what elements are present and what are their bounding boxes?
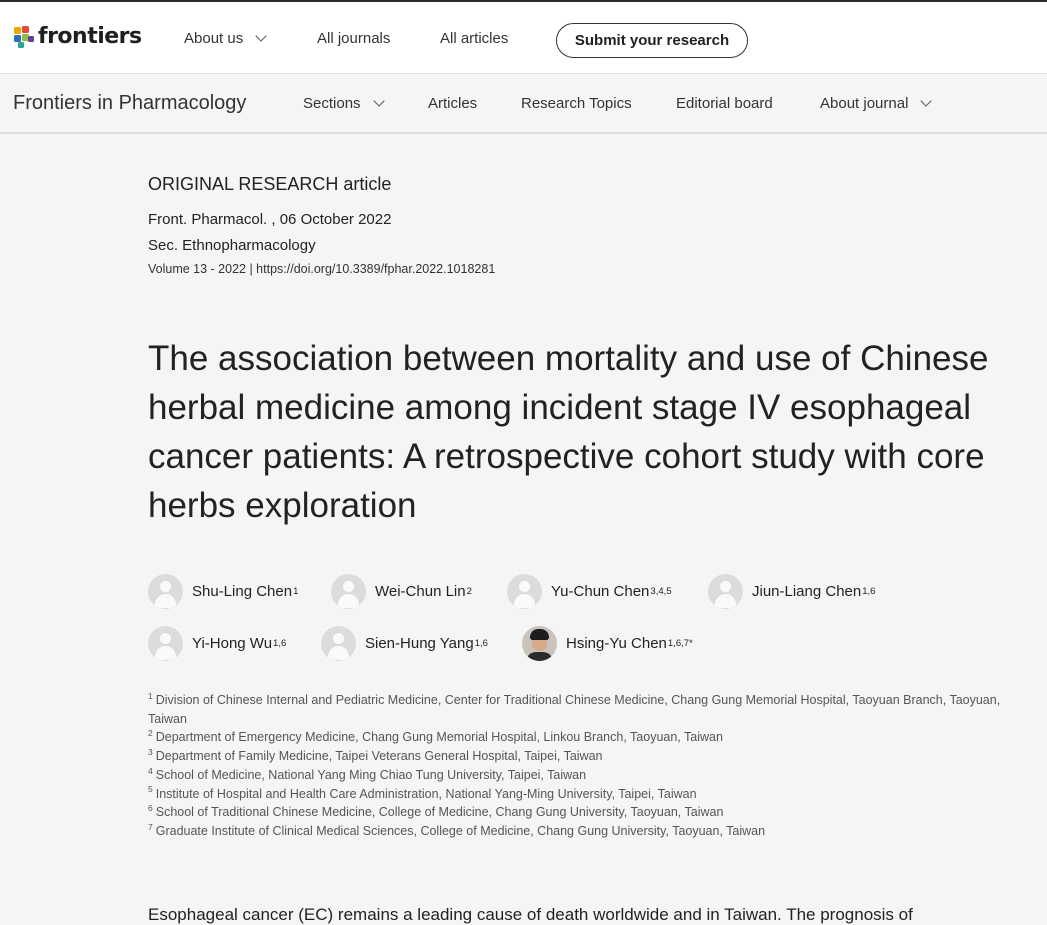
abstract-text: Esophageal cancer (EC) remains a leading cause of death worldwide and in Taiwan. The prognosis of [148, 905, 913, 924]
affiliation-text: School of Traditional Chinese Medicine, College of Medicine, Chang Gung University, Taoyuan, Taiwan [155, 805, 724, 820]
avatar-placeholder-icon [148, 626, 183, 661]
article-type: ORIGINAL RESEARCH article [148, 174, 392, 194]
article-title: The association between mortality and use of Chinese herbal medicine among incident stage IV esophageal cancer patients: A retrospective cohort study with core herbs exploration [148, 339, 989, 525]
affiliation-item [148, 766, 1023, 785]
affiliation-item [148, 785, 1023, 804]
journal-nav-about-journal[interactable] [820, 95, 930, 112]
chevron-down-icon [256, 30, 267, 41]
affiliation-text: Graduate Institute of Clinical Medical Sciences, College of Medicine, Chang Gung University, Taoyuan, Taiwan [155, 823, 766, 838]
chevron-down-icon [921, 95, 932, 106]
affiliation-item [148, 803, 1023, 822]
journal-nav-sections[interactable] [303, 95, 383, 112]
avatar-placeholder-icon [321, 626, 356, 661]
journal-nav-articles-label: Articles [428, 95, 478, 112]
affiliation-number: 1 [148, 690, 153, 701]
nav-all-journals[interactable] [317, 30, 390, 47]
affiliation-number: 2 [148, 728, 153, 739]
nav-all-articles[interactable] [440, 30, 508, 47]
top-navbar [0, 0, 1047, 73]
article-section[interactable]: Sec. Ethnopharmacology [148, 237, 316, 254]
nav-all-journals-label: All journals [317, 30, 391, 47]
journal-nav-sections-label: Sections [303, 95, 361, 112]
author-yi-hong-wu[interactable]: Yi-Hong Wu 1,6 [148, 626, 286, 661]
affiliations-list [148, 691, 1023, 841]
avatar-placeholder-icon [507, 574, 542, 609]
avatar-placeholder-icon [331, 574, 366, 609]
author-sien-hung-yang[interactable]: Sien-Hung Yang 1,6 [321, 626, 488, 661]
affiliation-text: Institute of Hospital and Health Care Administration, National Yang-Ming University, Taipei, Taiwan [155, 786, 697, 801]
frontiers-logo-icon [13, 25, 35, 49]
submit-research-button[interactable]: Submit your research [556, 23, 748, 58]
article-volume-doi[interactable]: Volume 13 - 2022 | https://doi.org/10.3389/fphar.2022.1018281 [148, 262, 496, 276]
affiliation-number: 3 [148, 746, 153, 757]
author-hsing-yu-chen[interactable]: Hsing-Yu Chen 1,6,7* [522, 626, 693, 661]
affiliation-item [148, 822, 1023, 841]
nav-about-us-label: About us [184, 30, 244, 47]
affiliation-number: 5 [148, 784, 153, 795]
journal-nav-editorial-board-label: Editorial board [676, 95, 773, 112]
affiliation-number: 4 [148, 765, 153, 776]
journal-nav-research-topics[interactable] [521, 95, 632, 112]
nav-all-articles-label: All articles [440, 30, 509, 47]
affiliation-item [148, 728, 1023, 747]
author-name: Sien-Hung Yang [365, 635, 474, 652]
affiliation-item [148, 691, 1023, 728]
journal-nav-editorial-board[interactable] [676, 95, 773, 112]
affiliation-item [148, 747, 1023, 766]
affiliation-text: School of Medicine, National Yang Ming Chiao Tung University, Taipei, Taiwan [155, 767, 587, 782]
affiliation-number: 6 [148, 803, 153, 814]
nav-about-us[interactable] [184, 30, 265, 47]
avatar-placeholder-icon [708, 574, 743, 609]
author-shu-ling-chen[interactable]: Shu-Ling Chen 1 [148, 574, 298, 609]
journal-name[interactable]: Frontiers in Pharmacology [13, 92, 247, 114]
author-name: Yu-Chun Chen [551, 583, 650, 600]
avatar-placeholder-icon [148, 574, 183, 609]
frontiers-logo[interactable] [13, 24, 142, 49]
journal-nav-research-topics-label: Research Topics [521, 95, 632, 112]
author-name: Shu-Ling Chen [192, 583, 293, 600]
author-wei-chun-lin[interactable]: Wei-Chun Lin 2 [331, 574, 472, 609]
journal-nav-articles[interactable] [428, 95, 477, 112]
affiliation-number: 7 [148, 821, 153, 832]
author-jiun-liang-chen[interactable]: Jiun-Liang Chen 1,6 [708, 574, 875, 609]
affiliation-text: Department of Family Medicine, Taipei Veterans General Hospital, Taipei, Taiwan [155, 749, 603, 764]
article-citation: Front. Pharmacol. , 06 October 2022 [148, 211, 392, 228]
author-yu-chun-chen[interactable]: Yu-Chun Chen 3,4,5 [507, 574, 672, 609]
author-name: Hsing-Yu Chen [566, 635, 667, 652]
chevron-down-icon [373, 95, 384, 106]
journal-nav-about-journal-label: About journal [820, 95, 909, 112]
affiliation-text: Division of Chinese Internal and Pediatric Medicine, Center for Traditional Chinese Medicine, Chang Gung Memorial Hospital, Taoyuan Branch, Taoyuan, Taiwan [148, 693, 1001, 726]
author-name: Jiun-Liang Chen [752, 583, 862, 600]
logo-text: frontiers [38, 24, 142, 49]
journal-navbar [0, 73, 1047, 134]
affiliation-text: Department of Emergency Medicine, Chang Gung Memorial Hospital, Linkou Branch, Taoyuan, Taiwan [155, 730, 723, 745]
author-name: Yi-Hong Wu [192, 635, 273, 652]
author-photo [522, 626, 557, 661]
author-name: Wei-Chun Lin [375, 583, 466, 600]
